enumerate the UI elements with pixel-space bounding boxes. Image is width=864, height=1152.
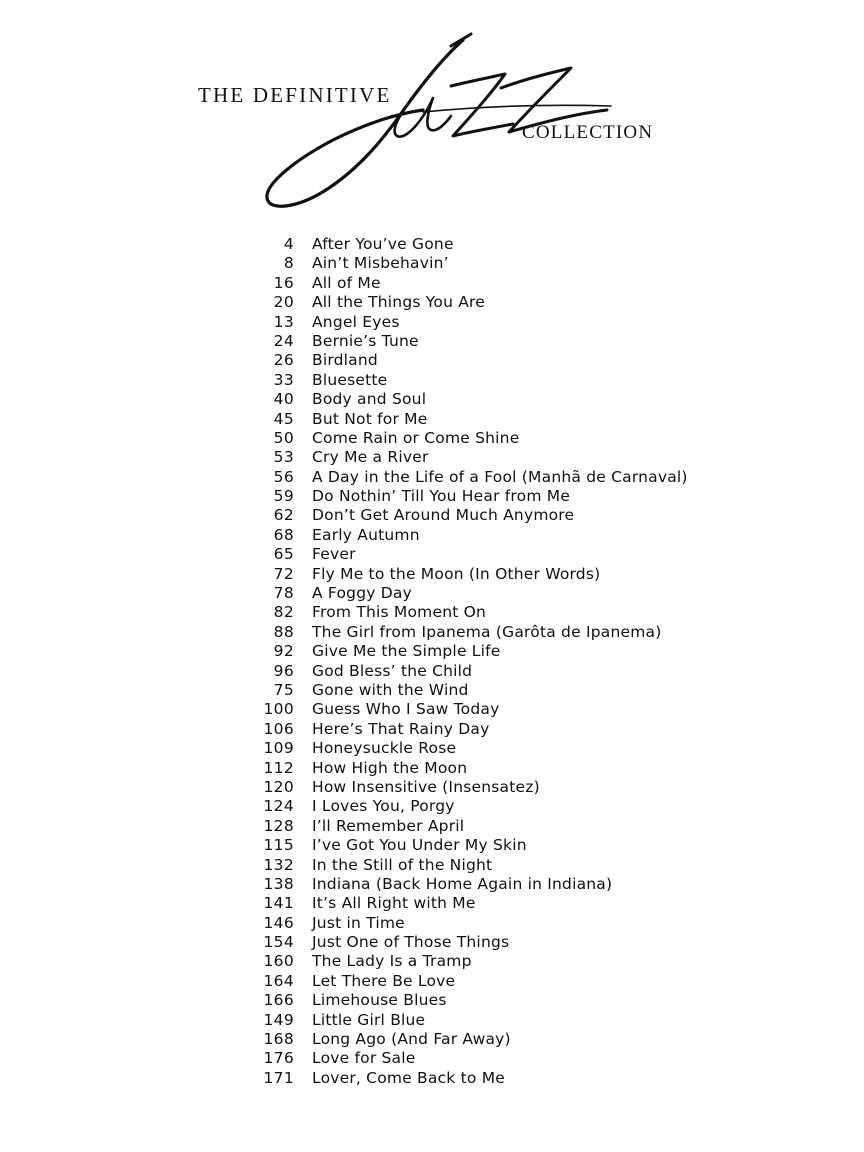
- toc-entry: [250, 371, 770, 390]
- toc-page-number: 50: [273, 428, 294, 447]
- toc-page-number: 40: [273, 390, 294, 409]
- toc-entry: [250, 332, 770, 351]
- toc-entry: [250, 390, 770, 409]
- jazz-letter-j: [267, 40, 463, 206]
- toc-song-title: Just in Time: [312, 913, 405, 932]
- toc-song-title: From This Moment On: [312, 603, 487, 622]
- toc-entry: [250, 778, 770, 797]
- toc-entry: [250, 739, 770, 758]
- toc-entry: [250, 293, 770, 312]
- toc-entry: [250, 1011, 770, 1030]
- toc-song-title: I’ll Remember April: [312, 816, 465, 835]
- toc-entry: [250, 351, 770, 370]
- toc-song-title: Gone with the Wind: [312, 680, 469, 699]
- toc-entry: [250, 506, 770, 525]
- toc-page-number: 154: [263, 933, 294, 952]
- toc-entry: [250, 487, 770, 506]
- toc-song-title: Birdland: [312, 351, 378, 370]
- toc-song-title: Love for Sale: [312, 1049, 416, 1068]
- toc-song-title: Indiana (Back Home Again in Indiana): [312, 874, 613, 893]
- toc-entry: [250, 429, 770, 448]
- toc-song-title: Do Nothin’ Till You Hear from Me: [312, 487, 571, 506]
- toc-song-title: Early Autumn: [312, 525, 420, 544]
- toc-page-number: 45: [273, 409, 294, 428]
- toc-song-title: God Bless’ the Child: [312, 661, 473, 680]
- toc-entry: [250, 681, 770, 700]
- toc-song-title: All of Me: [312, 273, 381, 292]
- toc-page-number: 16: [273, 273, 294, 292]
- toc-song-title: Don’t Get Around Much Anymore: [312, 506, 575, 525]
- toc-song-title: The Lady Is a Tramp: [312, 952, 472, 971]
- toc-page-number: 8: [283, 254, 294, 273]
- toc-page-number: 59: [273, 487, 294, 506]
- table-of-contents: [250, 235, 770, 1088]
- toc-page-number: 115: [263, 836, 294, 855]
- toc-song-title: Cry Me a River: [312, 448, 429, 467]
- toc-page-number: 56: [273, 467, 294, 486]
- toc-entry: [250, 623, 770, 642]
- toc-entry: [250, 894, 770, 913]
- toc-entry: [250, 526, 770, 545]
- toc-entry: [250, 759, 770, 778]
- toc-entry: [250, 700, 770, 719]
- toc-page-number: 13: [273, 312, 294, 331]
- toc-page-number: 75: [273, 680, 294, 699]
- toc-page-number: 166: [263, 991, 294, 1010]
- toc-entry: [250, 254, 770, 273]
- toc-song-title: Here’s That Rainy Day: [312, 719, 490, 738]
- toc-page-number: 100: [263, 700, 294, 719]
- toc-page-number: 128: [263, 816, 294, 835]
- toc-entry: [250, 914, 770, 933]
- toc-entry: [250, 1049, 770, 1068]
- toc-page-number: 68: [273, 525, 294, 544]
- toc-page-number: 4: [283, 235, 294, 253]
- toc-page-number: 106: [263, 719, 294, 738]
- toc-song-title: Ain’t Misbehavin’: [312, 254, 449, 273]
- toc-entry: [250, 952, 770, 971]
- toc-entry: [250, 545, 770, 564]
- toc-entry: [250, 642, 770, 661]
- toc-entry: [250, 720, 770, 739]
- toc-entry: [250, 274, 770, 293]
- toc-song-title: Long Ago (And Far Away): [312, 1030, 511, 1049]
- toc-entry: [250, 468, 770, 487]
- toc-entry: [250, 1030, 770, 1049]
- book-title-logo: [0, 0, 864, 220]
- toc-entry: [250, 875, 770, 894]
- toc-page-number: 24: [273, 331, 294, 350]
- toc-entry: [250, 448, 770, 467]
- toc-page-number: 78: [273, 584, 294, 603]
- toc-entry: [250, 313, 770, 332]
- toc-song-title: Come Rain or Come Shine: [312, 428, 520, 447]
- toc-page-number: 124: [263, 797, 294, 816]
- toc-page-number: 120: [263, 777, 294, 796]
- toc-song-title: Lover, Come Back to Me: [312, 1068, 506, 1087]
- toc-song-title: Limehouse Blues: [312, 991, 447, 1010]
- toc-song-title: Fever: [312, 545, 356, 564]
- jazz-letter-z1: [451, 74, 513, 136]
- toc-song-title: But Not for Me: [312, 409, 428, 428]
- toc-song-title: Bernie’s Tune: [312, 331, 419, 350]
- toc-song-title: A Day in the Life of a Fool (Manhã de Carnaval): [312, 467, 688, 486]
- toc-song-title: Guess Who I Saw Today: [312, 700, 500, 719]
- toc-song-title: It’s All Right with Me: [312, 894, 476, 913]
- toc-song-title: I’ve Got You Under My Skin: [312, 836, 527, 855]
- toc-page-number: 112: [263, 758, 294, 777]
- toc-entry: [250, 836, 770, 855]
- toc-entry: [250, 603, 770, 622]
- toc-entry: [250, 662, 770, 681]
- toc-entry: [250, 584, 770, 603]
- toc-page-number: 33: [273, 370, 294, 389]
- toc-page-number: 88: [273, 622, 294, 641]
- toc-song-title: In the Still of the Night: [312, 855, 493, 874]
- toc-page-number: 92: [273, 642, 294, 661]
- toc-song-title: I Loves You, Porgy: [312, 797, 455, 816]
- toc-page-number: 96: [273, 661, 294, 680]
- toc-entry: [250, 817, 770, 836]
- toc-page-number: 164: [263, 971, 294, 990]
- toc-page-number: 141: [263, 894, 294, 913]
- jazz-swash: [423, 105, 611, 112]
- toc-entry: [250, 972, 770, 991]
- toc-song-title: Just One of Those Things: [312, 933, 510, 952]
- toc-page-number: 65: [273, 545, 294, 564]
- toc-song-title: After You’ve Gone: [312, 235, 454, 253]
- toc-page-number: 20: [273, 293, 294, 312]
- toc-song-title: A Foggy Day: [312, 584, 412, 603]
- toc-song-title: Body and Soul: [312, 390, 427, 409]
- toc-entry: [250, 235, 770, 254]
- toc-song-title: Little Girl Blue: [312, 1010, 426, 1029]
- toc-song-title: Bluesette: [312, 370, 388, 389]
- toc-page-number: 160: [263, 952, 294, 971]
- toc-page-number: 62: [273, 506, 294, 525]
- toc-page-number: 138: [263, 874, 294, 893]
- toc-page-number: 171: [263, 1068, 294, 1087]
- toc-song-title: How Insensitive (Insensatez): [312, 777, 540, 796]
- toc-page-number: 176: [263, 1049, 294, 1068]
- toc-song-title: The Girl from Ipanema (Garôta de Ipanema): [312, 622, 662, 641]
- toc-page-number: 53: [273, 448, 294, 467]
- toc-page-number: 26: [273, 351, 294, 370]
- toc-page-number: 109: [263, 739, 294, 758]
- toc-page-number: 149: [263, 1010, 294, 1029]
- toc-song-title: Fly Me to the Moon (In Other Words): [312, 564, 601, 583]
- toc-entry: [250, 991, 770, 1010]
- title-collection: COLLECTION: [522, 122, 654, 143]
- toc-song-title: Angel Eyes: [312, 312, 400, 331]
- toc-page-number: 132: [263, 855, 294, 874]
- toc-entry: [250, 797, 770, 816]
- toc-entry: [250, 410, 770, 429]
- toc-song-title: How High the Moon: [312, 758, 468, 777]
- toc-page-number: 146: [263, 913, 294, 932]
- toc-song-title: Honeysuckle Rose: [312, 739, 457, 758]
- toc-entry: [250, 1069, 770, 1088]
- toc-entry: [250, 933, 770, 952]
- toc-song-title: All the Things You Are: [312, 293, 485, 312]
- toc-song-title: Let There Be Love: [312, 971, 456, 990]
- title-the-definitive: THE DEFINITIVE: [198, 83, 392, 107]
- toc-entry: [250, 565, 770, 584]
- jazz-accent-stroke: [451, 34, 471, 46]
- toc-page-number: 82: [273, 603, 294, 622]
- toc-page-number: 72: [273, 564, 294, 583]
- toc-song-title: Give Me the Simple Life: [312, 642, 501, 661]
- toc-page-number: 168: [263, 1030, 294, 1049]
- jazz-letter-a: [395, 98, 451, 137]
- toc-entry: [250, 856, 770, 875]
